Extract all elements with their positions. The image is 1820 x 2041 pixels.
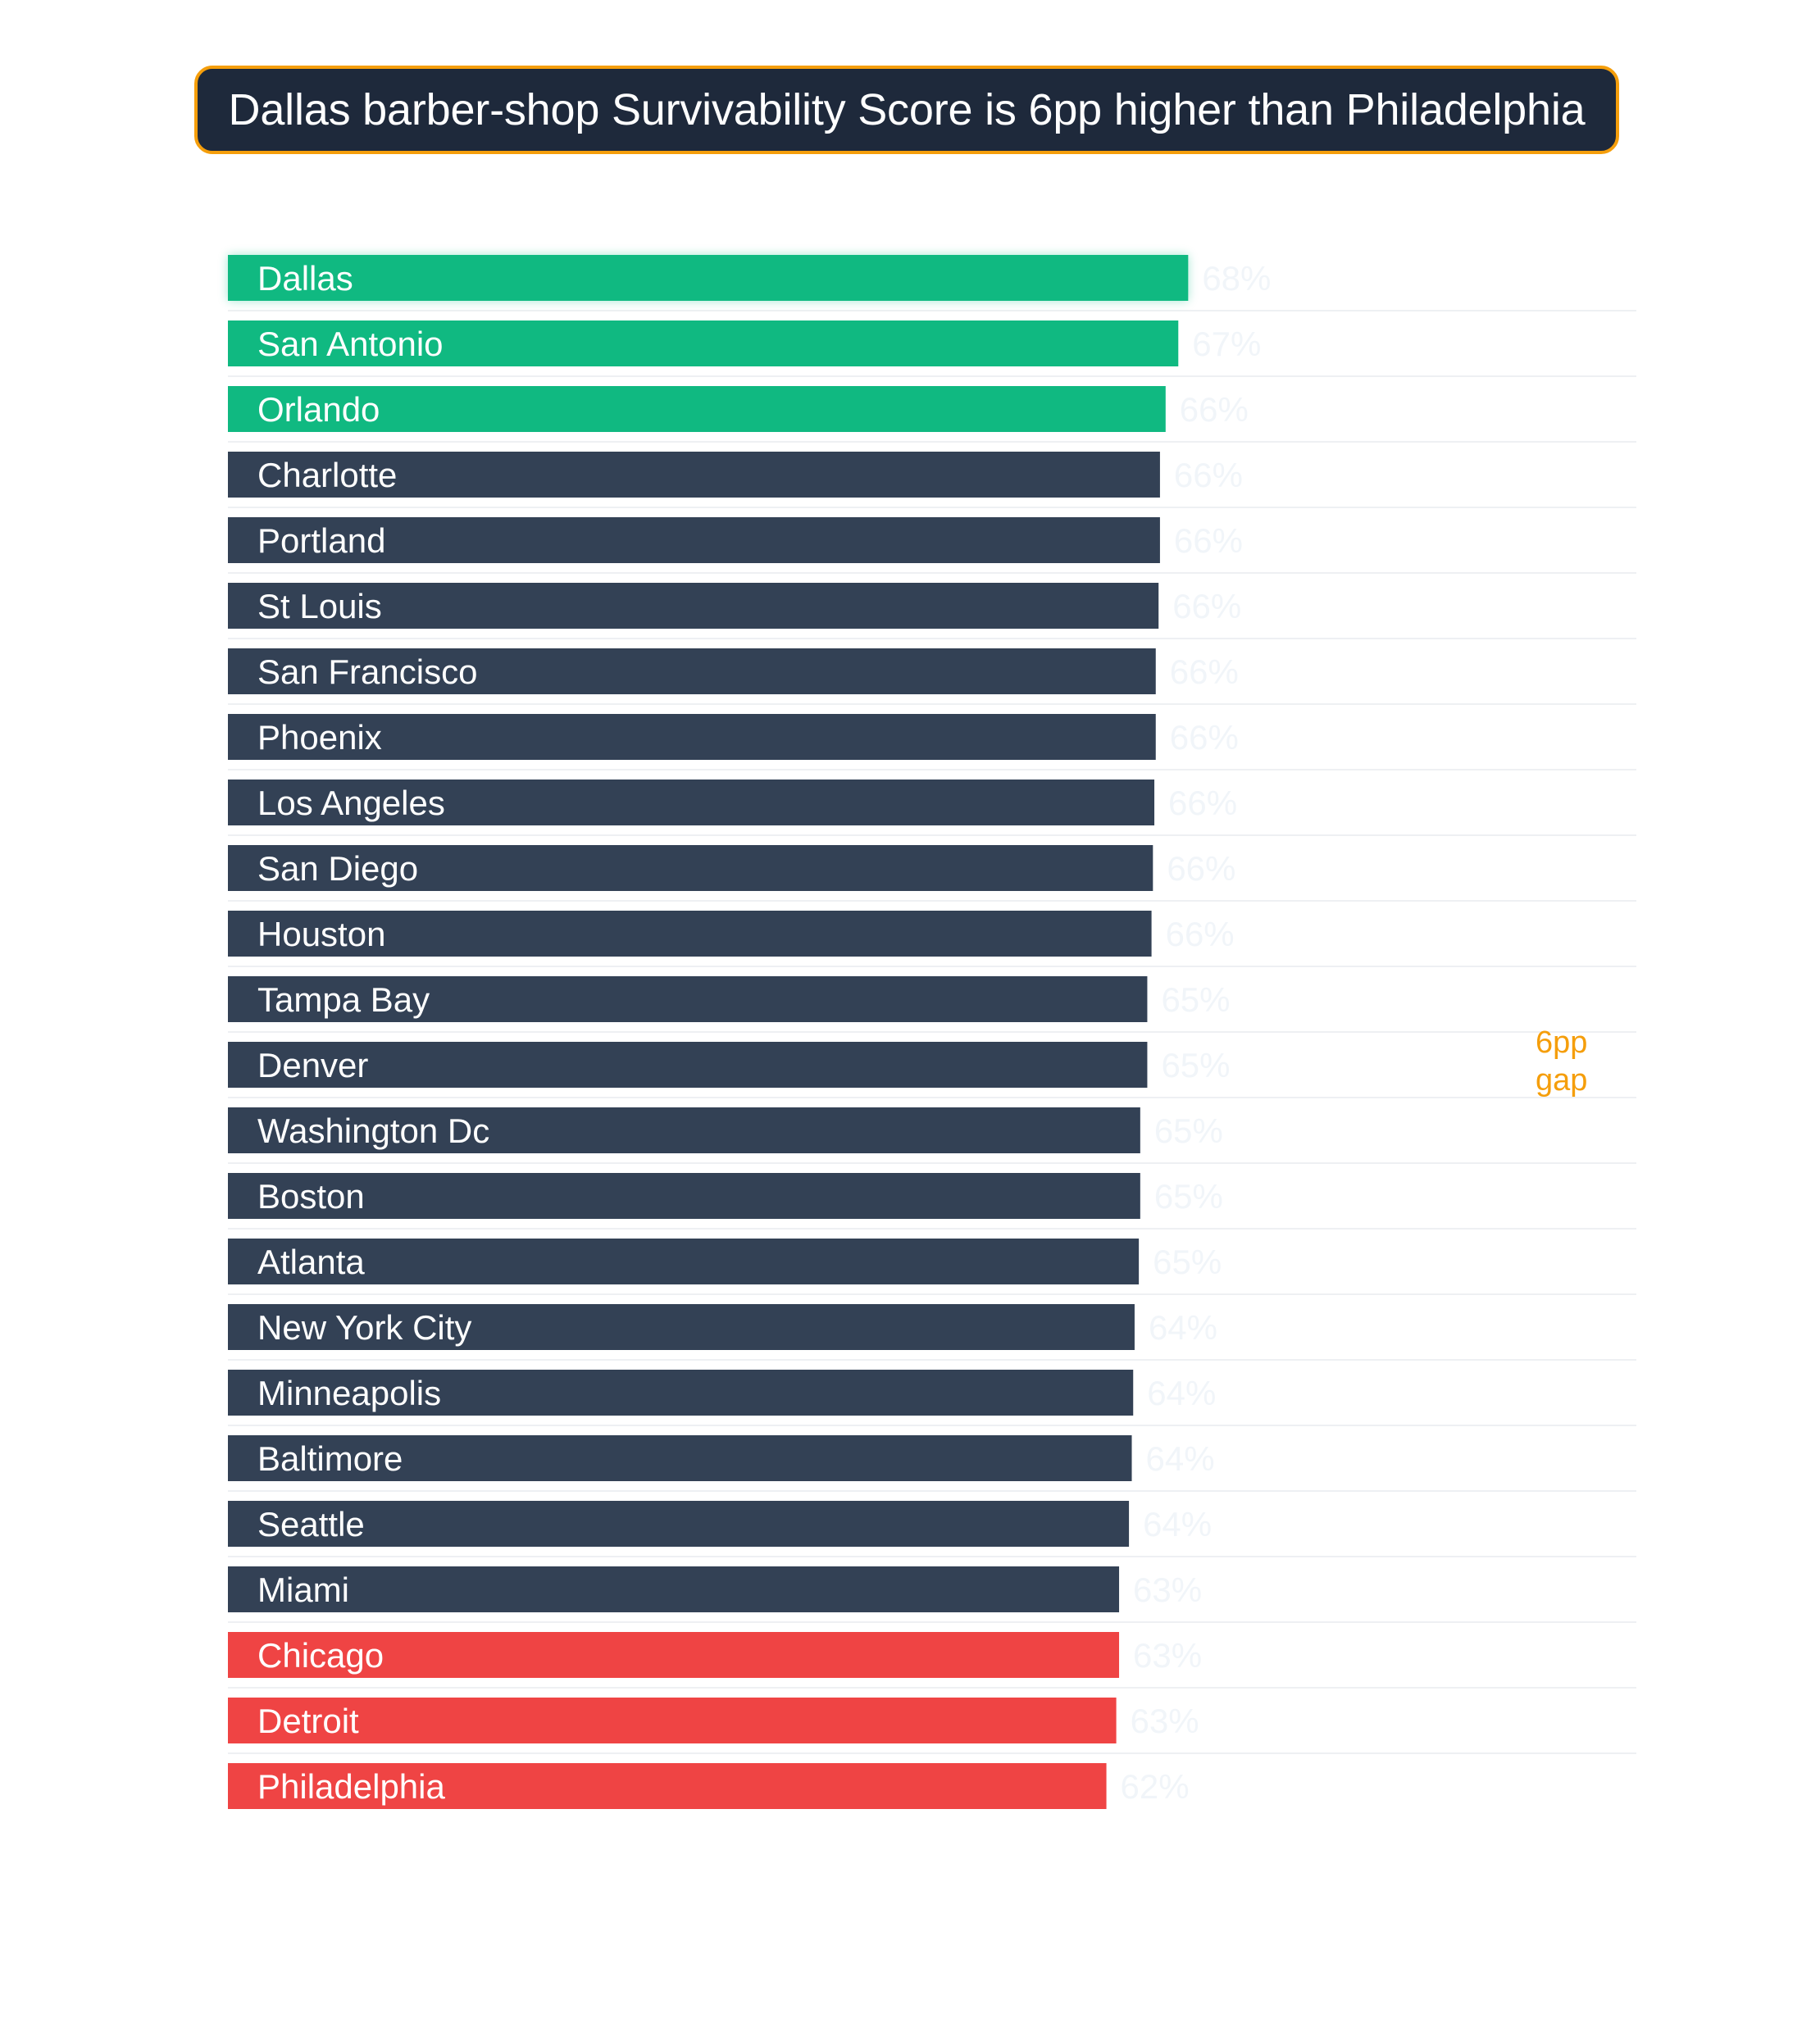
bar-row	[228, 1173, 1223, 1219]
bar	[228, 255, 1188, 301]
bar-row	[228, 583, 1241, 629]
bar-row	[228, 1501, 1212, 1547]
bar-value-label: 66%	[1173, 456, 1243, 494]
bar-value-label: 65%	[1161, 980, 1231, 1019]
bar-row	[228, 320, 1261, 366]
bar-value-label: 66%	[1169, 652, 1239, 691]
bar-category-label: San Diego	[257, 849, 419, 888]
bar	[228, 1566, 1119, 1612]
bar-row	[228, 976, 1231, 1022]
chart-title: Dallas barber-shop Survivability Score is 6pp higher than Philadelphia	[228, 85, 1586, 134]
bar-value-label: 66%	[1179, 390, 1249, 429]
bar-value-label: 64%	[1145, 1439, 1215, 1478]
bar-category-label: Atlanta	[257, 1243, 365, 1281]
bar-category-label: Washington Dc	[257, 1111, 490, 1150]
bar-value-label: 66%	[1167, 849, 1236, 888]
bar-value-label: 65%	[1153, 1177, 1223, 1216]
bar-row	[228, 255, 1271, 301]
bar-category-label: Portland	[257, 521, 386, 560]
bar-category-label: Denver	[257, 1046, 369, 1084]
bar-row	[228, 386, 1249, 432]
bar-category-label: Tampa Bay	[257, 980, 430, 1019]
bar-value-label: 66%	[1173, 521, 1243, 560]
bar-row	[228, 1566, 1202, 1612]
gap-annotation-line: gap	[1536, 1063, 1588, 1098]
bar-category-label: San Francisco	[257, 652, 478, 691]
bar-value-label: 66%	[1172, 587, 1242, 625]
bar-row	[228, 1698, 1199, 1743]
bar-category-label: Detroit	[257, 1702, 359, 1740]
bar-value-label: 67%	[1192, 325, 1262, 363]
bar-row	[228, 517, 1243, 563]
bar-category-label: Los Angeles	[257, 784, 445, 822]
bar-value-label: 62%	[1120, 1767, 1190, 1806]
gap-annotation-text	[1536, 1025, 1587, 1098]
bar-row	[228, 1239, 1222, 1284]
bar-category-label: New York City	[257, 1308, 472, 1347]
bar-value-label: 63%	[1130, 1702, 1199, 1740]
bar-row	[228, 1763, 1190, 1809]
bar-category-label: Dallas	[257, 259, 353, 298]
bar-category-label: Charlotte	[257, 456, 398, 494]
bar	[228, 1698, 1117, 1743]
bar-row	[228, 1042, 1231, 1088]
bar-row	[228, 1632, 1202, 1678]
bar	[228, 1173, 1140, 1219]
bar-value-label: 65%	[1161, 1046, 1231, 1084]
bar-category-label: Miami	[257, 1571, 349, 1609]
bar-value-label: 66%	[1165, 915, 1235, 953]
bar-row	[228, 452, 1243, 498]
bar-category-label: Phoenix	[257, 718, 382, 757]
bar-row	[228, 845, 1235, 891]
bar-row	[228, 648, 1239, 694]
bar-value-label: 64%	[1147, 1374, 1217, 1412]
bar-row	[228, 911, 1235, 957]
bar-value-label: 66%	[1169, 718, 1239, 757]
bar-value-label: 65%	[1153, 1243, 1222, 1281]
bar-row	[228, 780, 1237, 825]
bar-value-label: 66%	[1168, 784, 1238, 822]
bar-row	[228, 1435, 1215, 1481]
gap-annotation	[1536, 1025, 1587, 1098]
bar-category-label: Minneapolis	[257, 1374, 442, 1412]
bar-row	[228, 1304, 1217, 1350]
bar-category-label: San Antonio	[257, 325, 444, 363]
bar-category-label: Orlando	[257, 390, 380, 429]
bar-value-label: 68%	[1202, 259, 1272, 298]
bar-value-label: 65%	[1153, 1111, 1223, 1150]
bar-row	[228, 1107, 1223, 1153]
bar-value-label: 63%	[1133, 1571, 1203, 1609]
bar-category-label: Seattle	[257, 1505, 365, 1543]
bar-row	[228, 714, 1239, 760]
bar-value-label: 64%	[1148, 1308, 1218, 1347]
bar-category-label: St Louis	[257, 587, 382, 625]
bar-category-label: Baltimore	[257, 1439, 403, 1478]
bar-row	[228, 1370, 1216, 1416]
bar-value-label: 63%	[1133, 1636, 1203, 1675]
bar-category-label: Houston	[257, 915, 386, 953]
bar-category-label: Boston	[257, 1177, 365, 1216]
gap-annotation-line: 6pp	[1536, 1025, 1588, 1060]
bar-category-label: Philadelphia	[257, 1767, 445, 1806]
bar-value-label: 64%	[1143, 1505, 1213, 1543]
bar-category-label: Chicago	[257, 1636, 384, 1675]
